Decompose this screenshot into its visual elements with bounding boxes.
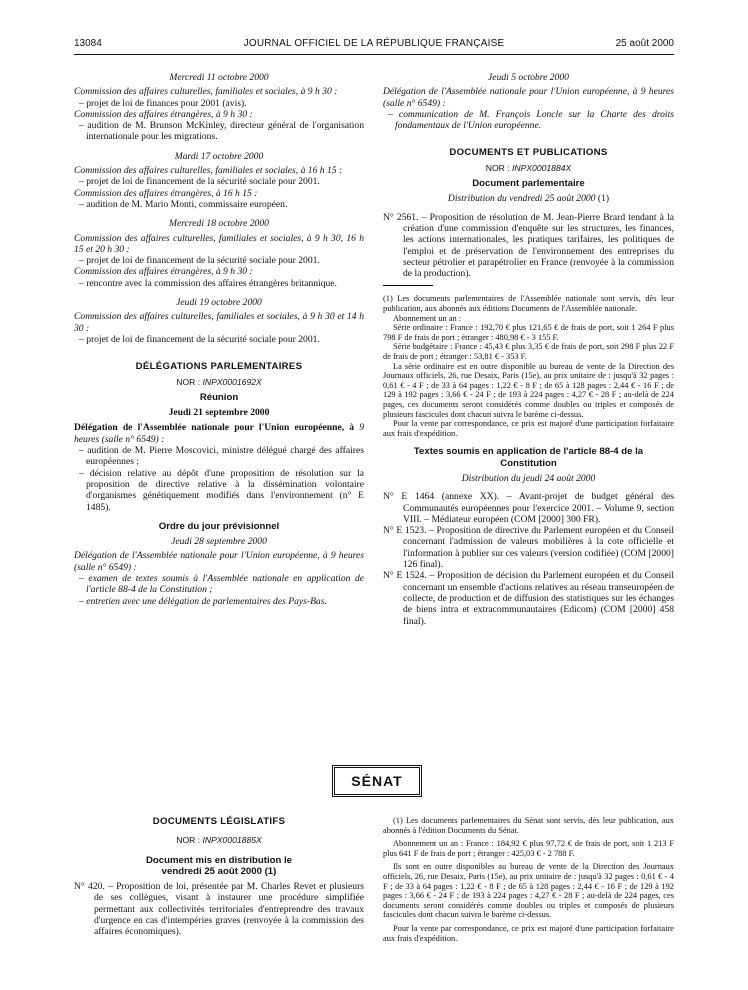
- header-rule: [74, 54, 674, 55]
- senat-right-column: [383, 816, 674, 943]
- agenda-item: – projet de loi de financement de la sécurité sociale pour 2001.: [79, 333, 320, 345]
- agenda-item: – examen de textes soumis à l'Assemblée nationale en application de l'article 88-4 de la Constitution ;: [79, 572, 364, 596]
- meeting-date: Jeudi 19 octobre 2000: [176, 297, 262, 309]
- commission-heading: Commission des affaires culturelles, familiales et sociales, à 9 h 30 et 14 h 30 :: [74, 311, 364, 334]
- subsection-title: Document parlementaire: [472, 178, 585, 190]
- document-item: N° 2561. – Proposition de résolution de M. Jean-Pierre Brard tendant à la création d'une commission d'enquête sur les structures, les finances, les actions internationales, les pratiques tarifaires, les politiques de l'emploi et de préservation de l'environnement des entreprises du secteur pétrolier et parapétrolier en France (renvoyée à la commission de la production).: [383, 211, 674, 280]
- meeting-date: Mercredi 18 octobre 2000: [169, 218, 269, 230]
- footnote: Série budgétaire : France : 45,43 € plus 3,35 € de frais de port, soit 298 F plus 22 F de frais de port ; étranger : 53,81 € - 353 F.: [383, 342, 674, 362]
- distribution-date: Distribution du jeudi 24 août 2000: [461, 472, 596, 484]
- nor-code: INPX0001692X: [202, 376, 262, 387]
- agenda-item: – communication de M. François Loncle sur la Charte des droits fondamentaux de l'Union européenne.: [388, 108, 674, 132]
- document-item: N° E 1523. – Proposition de directive du Parlement européen et du Conseil concernant l'admission de valeurs mobilières à la cote officielle et l'information à publier sur ces valeurs (version codifiée) (COM [2000] 126 final).: [383, 525, 674, 571]
- senat-heading-box: SÉNAT: [332, 765, 422, 797]
- commission-heading: Commission des affaires culturelles, familiales et sociales, à 9 h 30 :: [74, 86, 338, 98]
- page-number: 13084: [74, 38, 102, 49]
- nor-label: NOR :: [176, 376, 201, 387]
- agenda-item: – audition de M. Mario Monti, commissaire européen.: [79, 198, 288, 210]
- meeting-date: Mardi 17 octobre 2000: [174, 150, 264, 162]
- agenda-item: – projet de loi de financement de la sécurité sociale pour 2001.: [79, 176, 320, 188]
- nor-reference: [74, 377, 364, 388]
- meeting-date: Jeudi 5 octobre 2000: [488, 72, 569, 83]
- agenda-item: – projet de loi de finances pour 2001 (avis).: [79, 97, 247, 109]
- subsection-title: Textes soumis en application de l'article 88-4 de la Constitution: [413, 446, 644, 469]
- section-title: DOCUMENTS ET PUBLICATIONS: [449, 147, 608, 159]
- agenda-item: – audition de M. Brunson McKinley, directeur général de l'organisation internationale pour les migrations.: [79, 120, 364, 143]
- commission-heading: Commission des affaires culturelles, familiales et sociales, à 9 h 30, 16 h 15 et 20 h 30 :: [74, 232, 364, 255]
- left-column: [74, 72, 364, 607]
- agenda-item: – audition de M. Pierre Moscovici, ministre délégué chargé des affaires européennes ;: [79, 445, 364, 468]
- nor-reference: NOR : INPX0001885X: [176, 835, 262, 846]
- document-item: N° 420. – Proposition de loi, présentée par M. Charles Revet et plusieurs de ses collègues, visant à instaurer une procédure simplifiée permettant aux collectivités territoriales d'entreprendre des travaux d'urgence en cas d'intempéries graves (renvoyée à la commission des affaires économiques).: [74, 881, 364, 938]
- footnote: Pour la vente par correspondance, ce prix est majoré d'une participation forfaitaire aux frais d'expédition.: [383, 419, 674, 438]
- issue-date: 25 août 2000: [615, 38, 674, 49]
- agenda-item: – décision relative au dépôt d'une proposition de résolution sur la proposition de directive relative à la dissémination volontaire d'organismes génétiquement modifiés dans l'environnement (n° E 1485).: [79, 467, 364, 513]
- section-title: DOCUMENTS LÉGISLATIFS: [152, 816, 286, 827]
- delegation-heading: Délégation de l'Assemblée nationale pour l'Union européenne, à 9 heures (salle n° 6549) :: [74, 550, 364, 573]
- nor-reference: NOR : INPX0001884X: [485, 162, 572, 173]
- document-item: N° E 1464 (annexe XX). – Avant-projet de budget général des Communautés européennes pour l'exercice 2001. – Volume 9, section VIII. – Médiateur européen (COM [2000] 300 FR).: [383, 491, 674, 525]
- journal-title: JOURNAL OFFICIEL DE LA RÉPUBLIQUE FRANÇAISE: [243, 38, 505, 49]
- commission-heading: Commission des affaires étrangères, à 9 h 30 :: [74, 108, 253, 120]
- footnote: (1) Les documents parlementaires du Sénat sont servis, dès leur publication, aux abonnés à l'édition Documents du Sénat.: [383, 816, 674, 835]
- subsection-title: Document mis en distribution le vendredi 25 août 2000 (1): [145, 854, 293, 877]
- agenda-item: – entretien avec une délégation de parlementaires des Pays-Bas.: [79, 595, 327, 607]
- commission-heading: Commission des affaires étrangères, à 16 h 15 :: [74, 187, 258, 199]
- section-title: DÉLÉGATIONS PARLEMENTAIRES: [135, 361, 303, 373]
- distribution-date: Distribution du vendredi 25 août 2000 (1): [447, 193, 610, 205]
- footnote: Ils sont en outre disponibles au bureau de vente de la Direction des Journaux officiels, 26, rue Desaix, Paris (15e), au prix unitaire de : jusqu'à 32 pages : 0,61 € - 4 F ; de 33 à 64 pages : 1,22 € - 8 F ; de 65 à 128 pages : 2,44 € - 16 F ; de 129 à 192 pages : 3,66 € - 24 F ; de 193 à 224 pages : 4,27 € - 28 F ; au-delà de 224 pages, ces documents seront considérés comme doubles ou triples et composés de plusieurs fascicules dont chacun suivra le barème ci-dessus.: [383, 862, 674, 920]
- footnote: Pour la vente par correspondance, ce prix est majoré d'une participation forfaitaire aux frais d'expédition.: [383, 923, 674, 943]
- delegation-heading: Délégation de l'Assemblée nationale pour l'Union européenne, à 9 heures (salle n° 6549) :: [74, 422, 364, 445]
- commission-heading: Commission des affaires étrangères, à 9 h 30 :: [74, 266, 253, 278]
- agenda-item: – projet de loi de financement de la sécurité sociale pour 2001.: [79, 255, 320, 267]
- footnote: La série ordinaire est en outre disponible au bureau de vente de la Direction des Journaux officiels, 26, rue Desaix, Paris (15e), au prix unitaire de : jusqu'à 32 pages : 0,61 € - 4 F ; de 33 à 64 pages : 1,22 € - 8 F ; de 65 à 128 pages : 2,44 € - 16 F ; de 129 à 192 pages : 3,66 € - 24 F ; de 193 à 224 pages : 4,27 € - 28 F ; au-delà de 224 pages, ces documents seront considérés comme doubles ou triples et composés de plusieurs fascicules dont chacun suivra le barème ci-dessus.: [383, 361, 674, 419]
- footnote-rule: [383, 285, 433, 286]
- right-column: [383, 72, 674, 627]
- meeting-date: Jeudi 28 septembre 2000: [171, 536, 267, 548]
- subsection-title: Ordre du jour prévisionnel: [158, 520, 280, 532]
- senat-left-column: [74, 816, 364, 938]
- footnote: Série ordinaire : France : 192,70 € plus 121,65 € de frais de port, soit 1 264 F plus 798 F de frais de port ; étranger : 480,98 € - 3 155 F.: [383, 323, 674, 342]
- page-header: [74, 38, 674, 52]
- commission-heading: Commission des affaires culturelles, familiales et sociales, à 16 h 15 :: [74, 165, 343, 177]
- agenda-item: – rencontre avec la commission des affaires étrangères britannique.: [79, 277, 337, 289]
- delegation-heading: Délégation de l'Assemblée nationale pour l'Union européenne, à 9 heures (salle n° 6549) :: [383, 86, 674, 109]
- footnote: (1) Les documents parlementaires de l'Assemblée nationale sont servis, dès leur publication, aux abonnés aux éditions Documents de l'Assemblée nationale.: [383, 294, 674, 314]
- subsection-title: Réunion: [199, 391, 239, 403]
- footnote: Abonnement un an : France : 184,92 € plus 97,72 € de frais de port, soit 1 213 F plus 641 F de frais de port ; étranger : 425,03 € - 2 788 F.: [383, 839, 674, 858]
- meeting-date: Mercredi 11 octobre 2000: [169, 72, 269, 83]
- document-item: N° E 1524. – Proposition de décision du Parlement européen et du Conseil concernant un ensemble d'actions relatives au réseau transeuropéen de collecte, de production et de diffusion des statistiques sur les échanges de biens intra et extracommunautaires (Edicom) (COM [2000] 458 final).: [383, 570, 674, 627]
- meeting-date: Jeudi 21 septembre 2000: [168, 407, 270, 419]
- footnote: Abonnement un an :: [393, 313, 462, 323]
